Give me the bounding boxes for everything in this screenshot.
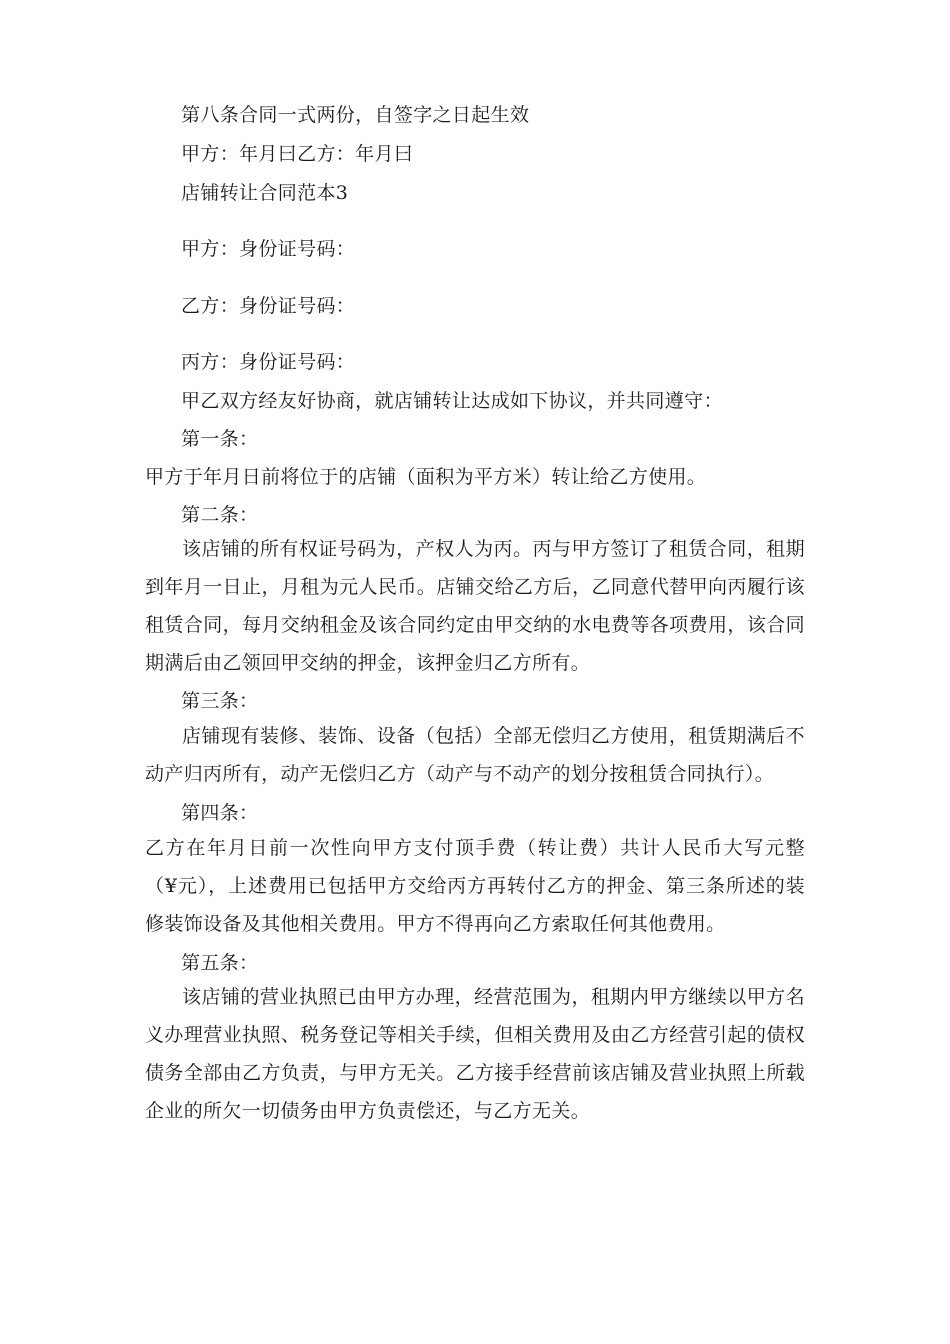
template-title: 店铺转让合同范本3: [181, 182, 349, 204]
article-3-body: 店铺现有装修、装饰、设备（包括）全部无偿归乙方使用，租赁期满后不动产归丙所有，动产无偿归乙方（动产与不动产的划分按租赁合同执行）。: [145, 725, 805, 785]
article-8-line: 第八条合同一式两份，自签字之日起生效: [181, 104, 530, 126]
party-c-line: 丙方：身份证号码：: [181, 351, 356, 373]
article-4-body: 乙方在年月日前一次性向甲方支付顶手费（转让费）共计人民币大写元整（¥元），上述费用已包括甲方交给丙方再转付乙方的押金、第三条所述的装修装饰设备及其他相关费用。甲方不得再向乙方索取任何其他费用。: [145, 837, 805, 935]
article-1-heading: 第一条：: [181, 428, 259, 450]
party-a-line: 甲方：身份证号码：: [181, 238, 356, 260]
party-b-line: 乙方：身份证号码：: [181, 295, 356, 317]
article-5-body: 该店铺的营业执照已由甲方办理，经营范围为，租期内甲方继续以甲方名义办理营业执照、税务登记等相关手续，但相关费用及由乙方经营引起的债权债务全部由乙方负责，与甲方无关。乙方接手经营前该店铺及营业执照上所载企业的所欠一切债务由甲方负责偿还，与乙方无关。: [145, 986, 805, 1122]
article-4-heading: 第四条：: [181, 802, 259, 824]
article-2-body: 该店铺的所有权证号码为，产权人为丙。丙与甲方签订了租赁合同，租期到年月一日止，月租为元人民币。店铺交给乙方后，乙同意代替甲向丙履行该租赁合同，每月交纳租金及该合同约定由甲交纳的水电费等各项费用，该合同期满后由乙领回甲交纳的押金，该押金归乙方所有。: [145, 538, 805, 674]
preamble-line: 甲乙双方经友好协商，就店铺转让达成如下协议，并共同遵守：: [181, 390, 723, 412]
article-1-body: 甲方于年月日前将位于的店铺（面积为平方米）转让给乙方使用。: [145, 466, 707, 488]
signature-line: 甲方：年月曰乙方：年月曰: [181, 143, 414, 165]
article-2-heading: 第二条：: [181, 504, 259, 526]
article-3-heading: 第三条：: [181, 690, 259, 712]
article-5-heading: 第五条：: [181, 952, 259, 974]
